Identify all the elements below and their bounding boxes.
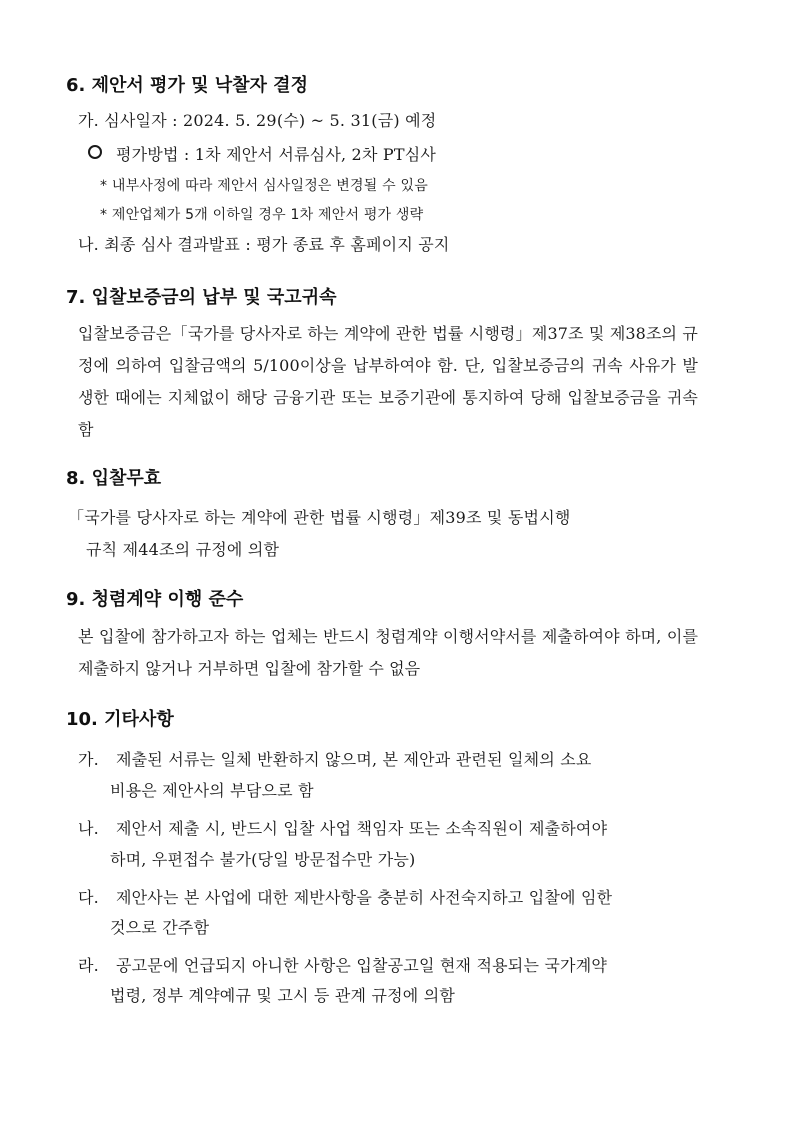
section-10-item-da [78, 888, 612, 908]
section-7-title: 7. 입찰보증금의 납부 및 국고귀속 [66, 287, 337, 308]
section-10-item-ga-line-2: 비용은 제안사의 부담으로 함 [110, 781, 314, 800]
section-10-item-ra [78, 956, 607, 976]
section-10-item-ga [78, 750, 592, 770]
item-line-1: 제출된 서류는 일체 반환하지 않으며, 본 제안과 관련된 일체의 소요 [116, 750, 592, 769]
section-6-note-2: * 제안업체가 5개 이하일 경우 1차 제안서 평가 생략 [100, 207, 424, 223]
section-10-item-na [78, 819, 607, 839]
section-8-title: 8. 입찰무효 [66, 468, 162, 489]
section-6-title: 6. 제안서 평가 및 낙찰자 결정 [66, 75, 308, 96]
section-6-item-na: 나. 최종 심사 결과발표 : 평가 종료 후 홈페이지 공지 [78, 235, 450, 254]
section-7-body: 입찰보증금은「국가를 당사자로 하는 계약에 관한 법률 시행령」제37조 및 제38조의 규정에 의하여 입찰금액의 5/100이상을 납부하여야 함. 단, 입찰보증금의 귀속 사유가 발생한 때에는 지체없이 해당 금융기관 또는 보증기관에 통지하여 당해 입찰보증금을 귀속함 [78, 324, 698, 439]
item-marker: 나. [78, 819, 99, 838]
section-10-item-da-line-2: 것으로 간주함 [110, 918, 210, 937]
section-6-note-1: * 내부사정에 따라 제안서 심사일정은 변경될 수 있음 [100, 178, 428, 194]
section-6-item-ga: 가. 심사일자 : 2024. 5. 29(수) ~ 5. 31(금) 예정 [78, 111, 437, 130]
section-10-item-na-line-2: 하며, 우편접수 불가(당일 방문접수만 가능) [110, 850, 416, 869]
section-9-body: 본 입찰에 참가하고자 하는 업체는 반드시 청렴계약 이행서약서를 제출하여야 하며, 이를 제출하지 않거나 거부하면 입찰에 참가할 수 없음 [78, 627, 698, 678]
section-10-title: 10. 기타사항 [66, 709, 174, 730]
section-8-line-2: 규칙 제44조의 규정에 의함 [86, 540, 280, 559]
item-line-1: 제안서 제출 시, 반드시 입찰 사업 책임자 또는 소속직원이 제출하여야 [116, 819, 608, 838]
circle-bullet-icon [88, 145, 102, 159]
section-9-title: 9. 청렴계약 이행 준수 [66, 589, 244, 610]
section-6-method-text: 평가방법 : 1차 제안서 서류심사, 2차 PT심사 [116, 145, 437, 164]
section-8-line-1: 「국가를 당사자로 하는 계약에 관한 법률 시행령」제39조 및 동법시행 [68, 508, 571, 527]
item-line-1: 제안사는 본 사업에 대한 제반사항을 충분히 사전숙지하고 입찰에 임한 [116, 888, 613, 907]
section-6-bullet-method [88, 145, 436, 165]
item-marker: 라. [78, 956, 99, 975]
item-marker: 가. [78, 750, 99, 769]
item-line-1: 공고문에 언급되지 아니한 사항은 입찰공고일 현재 적용되는 국가계약 [116, 956, 608, 975]
section-10-item-ra-line-2: 법령, 정부 계약예규 및 고시 등 관계 규정에 의함 [110, 986, 456, 1005]
item-marker: 다. [78, 888, 99, 907]
